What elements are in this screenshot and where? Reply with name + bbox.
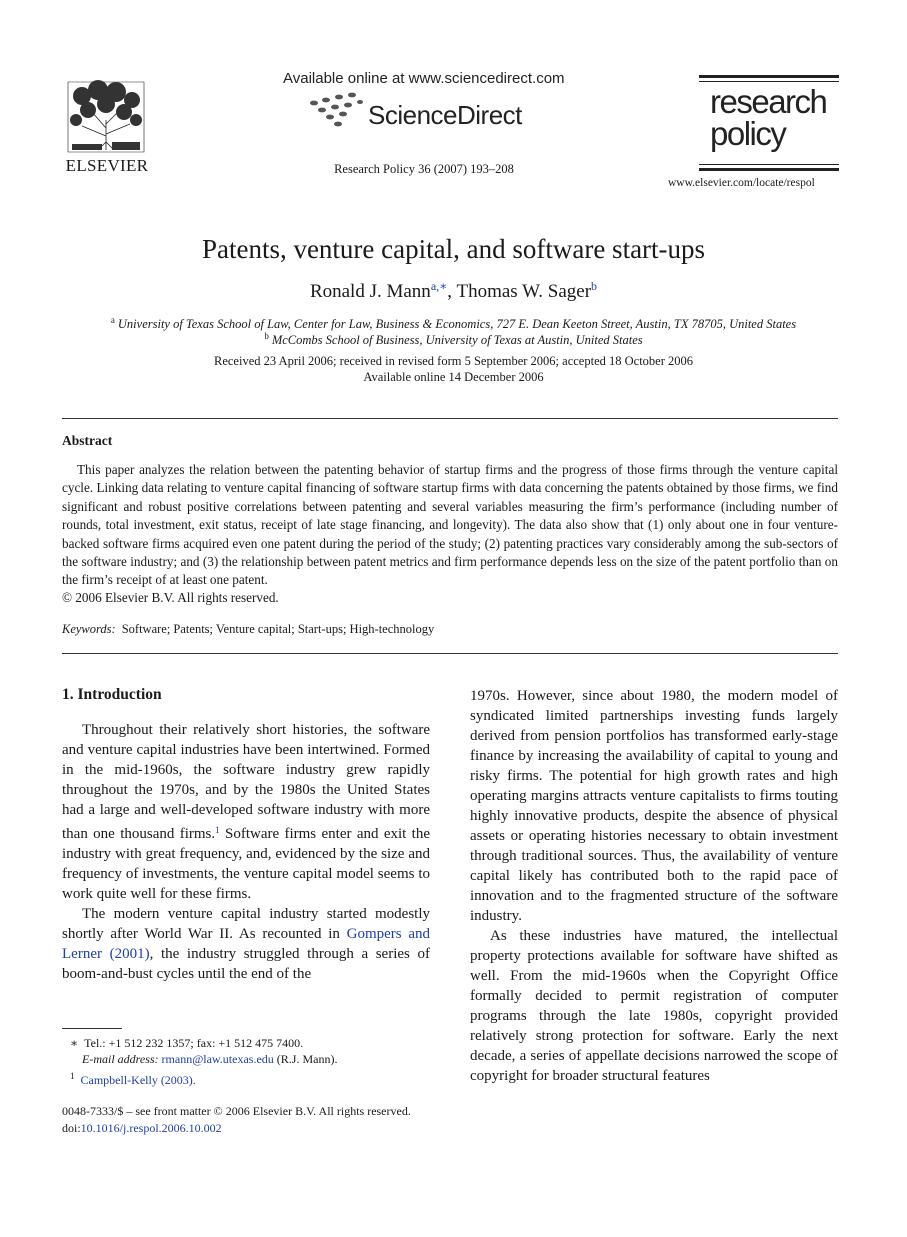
footnote-mark: ∗ xyxy=(70,1036,79,1050)
doi-link[interactable]: 10.1016/j.respol.2006.10.002 xyxy=(80,1121,222,1135)
journal-logo xyxy=(710,83,827,152)
affiliation-mark: b xyxy=(264,331,269,341)
footnote-1 xyxy=(70,1068,196,1088)
footnote-link[interactable]: 1 xyxy=(215,825,220,835)
abstract-text: This paper analyzes the relation between the patenting behavior of startup firms and the progress of those firms through the venture capital cycle. Linking data relating to venture capital financing of software startup firms with data concerning the patents obtained by those firms, we find significant and robust positive correlations between patenting and several variables measuring the firm’s performance (including number of rounds, total investment, exit status, receipt of late stage financing, and longevity). The data also show that (1) only about one in four venture-backed software firms acquired even one patent during the period of the study; (2) patenting practices vary considerably among the sub-sectors of the software industry; and (3) the relationship between patent metrics and firm performance depends less on the size of the patent portfolio than on the firm’s receipt of at least one patent. xyxy=(62,462,838,588)
paragraph xyxy=(62,904,430,984)
journal-logo-rule xyxy=(699,81,839,82)
author-list xyxy=(0,279,907,303)
journal-reference: Research Policy 36 (2007) 193–208 xyxy=(334,162,514,176)
left-column xyxy=(62,720,430,984)
section-heading: 1. Introduction xyxy=(62,686,162,703)
paragraph xyxy=(62,720,430,904)
keywords-label: Keywords: xyxy=(62,622,116,636)
email-suffix: (R.J. Mann). xyxy=(273,1052,338,1066)
keywords xyxy=(62,622,434,637)
right-column xyxy=(470,686,838,1086)
affiliation-mark: a xyxy=(110,315,115,325)
sciencedirect-wordmark: ScienceDirect xyxy=(368,100,522,130)
citation-link[interactable]: Gompers and Lerner (2001) xyxy=(62,926,430,962)
affiliation-text: University of Texas School of Law, Center for Law, Business & Economics, 727 E. Dean Keeton Street, Austin, TX 78705, United States xyxy=(117,317,797,331)
affiliation-text: McCombs School of Business, University of Texas at Austin, United States xyxy=(271,333,643,347)
received-dates: Received 23 April 2006; received in revised form 5 September 2006; accepted 18 October 2006 xyxy=(213,354,694,368)
available-date: Available online 14 December 2006 xyxy=(363,370,544,384)
author-name: Ronald J. Mann xyxy=(309,281,431,302)
journal-logo-line1: research xyxy=(710,83,827,120)
available-online-text: Available online at www.sciencedirect.com xyxy=(283,70,565,87)
footnote-email xyxy=(82,1051,337,1067)
divider xyxy=(62,418,838,419)
article-title: Patents, venture capital, and software start-ups xyxy=(201,234,706,264)
journal-logo-line2: policy xyxy=(710,115,786,152)
sciencedirect-dots-icon xyxy=(306,90,368,130)
paragraph-text: The modern venture capital industry started modestly shortly after World War II. As recounted in xyxy=(62,906,430,942)
doi-label: doi: xyxy=(62,1121,81,1135)
paragraph: As these industries have matured, the intellectual property protections available for software have shifted as well. From the mid-1960s when the Copyright Office formally decided to permit registration of computer programs through the late 1980s, copyright provided relatively strong protection for software. Early the next decade, a series of appellate decisions narrowed the scope of copyright for broader structural features xyxy=(470,928,838,1084)
publisher-name: ELSEVIER xyxy=(65,156,149,175)
paragraph: 1970s. However, since about 1980, the modern model of syndicated limited partnerships investing funds largely derived from pension portfolios has transformed early-stage finance by increasing the availability of capital to young and risky firms. The potential for high growth rates and high operating margins attracts venture capitalists to firms touting highly innovative products, despite the absence of physical assets or operating histories necessary to obtain investment through traditional sources. Thus, the availability of venture capital likely has contributed both to the rapid pace of innovation and to the fragmented structure of the software industry. xyxy=(470,688,838,924)
author-affiliation-link[interactable]: a,∗ xyxy=(430,279,448,293)
email-label: E-mail address: xyxy=(82,1052,159,1066)
citation-link[interactable]: Campbell-Kelly (2003). xyxy=(80,1073,196,1087)
affiliation xyxy=(0,331,907,348)
footnote-rule xyxy=(62,1028,122,1029)
journal-logo-rule xyxy=(699,75,839,78)
journal-logo-rule xyxy=(699,164,839,165)
footnote-mark: 1 xyxy=(70,1071,75,1081)
abstract-heading: Abstract xyxy=(62,433,113,448)
journal-logo-rule xyxy=(699,168,839,171)
copyright-line: © 2006 Elsevier B.V. All rights reserved. xyxy=(62,590,279,605)
paragraph-text: Software firms enter and exit the industry with great frequency, and, evidenced by the size and frequency of investments, the venture capital model seems to work quite well for these firms. xyxy=(62,826,431,902)
footnote-corresponding xyxy=(70,1035,303,1051)
paragraph-text: , the industry struggled through a series of boom-and-bust cycles until the end of the xyxy=(62,946,430,982)
affiliation xyxy=(0,315,907,332)
author-separator: , xyxy=(447,281,457,302)
journal-url: www.elsevier.com/locate/respol xyxy=(668,177,815,189)
divider xyxy=(62,653,838,654)
footnote-text: Tel.: +1 512 232 1357; fax: +1 512 475 7400. xyxy=(84,1036,304,1050)
email-link[interactable]: rmann@law.utexas.edu xyxy=(161,1052,274,1066)
doi-line xyxy=(62,1121,222,1136)
keywords-list: Software; Patents; Venture capital; Start-ups; High-technology xyxy=(121,622,435,636)
author-name: Thomas W. Sager xyxy=(456,281,592,302)
paragraph-text: Throughout their relatively short histories, the software and venture capital industries have been intertwined. Formed in the mid-1960s, the software industry grew rapidly throughout the 1970s, and by the 1980s the United States had a large and well-developed software industry with more than one thousand firms. xyxy=(62,722,430,842)
front-matter-line: 0048-7333/$ – see front matter © 2006 Elsevier B.V. All rights reserved. xyxy=(62,1104,411,1118)
author-affiliation-link[interactable]: b xyxy=(591,279,598,293)
